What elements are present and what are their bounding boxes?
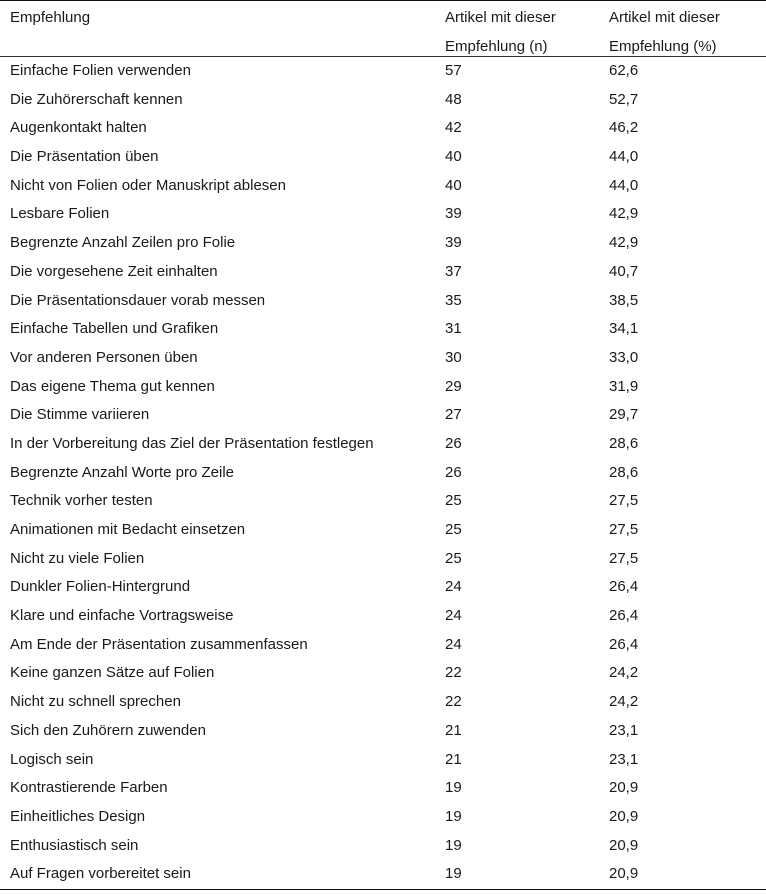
recommendation-cell: Augenkontakt halten	[10, 119, 147, 137]
recommendation-cell: Sich den Zuhörern zuwenden	[10, 721, 206, 739]
count-cell: 29	[445, 377, 462, 395]
percent-cell: 20,9	[609, 779, 639, 797]
count-cell: 22	[445, 664, 462, 682]
recommendation-cell: Einfache Tabellen und Grafiken	[10, 320, 219, 338]
table-row	[0, 344, 766, 373]
percent-cell: 62,6	[609, 62, 639, 79]
count-cell: 19	[445, 807, 462, 825]
header-percent-line2: Empfehlung (%)	[609, 37, 717, 55]
header-recommendation-label: Empfehlung	[10, 9, 91, 26]
percent-cell: 31,9	[609, 377, 639, 395]
count-cell: 24	[445, 635, 462, 653]
recommendation-cell: Logisch sein	[10, 750, 94, 768]
percent-cell: 42,9	[609, 234, 639, 252]
percent-cell: 40,7	[609, 262, 639, 280]
count-cell: 26	[445, 434, 462, 452]
table-row	[0, 803, 766, 832]
percent-cell: 27,5	[609, 492, 639, 510]
table-row	[0, 57, 766, 86]
count-cell: 25	[445, 549, 462, 567]
table-row	[0, 487, 766, 516]
count-cell: 21	[445, 750, 462, 768]
table-row	[0, 86, 766, 115]
count-cell: 42	[445, 119, 462, 137]
percent-cell: 42,9	[609, 205, 639, 223]
header-count-line1: Artikel mit dieser	[445, 9, 556, 26]
count-cell: 25	[445, 521, 462, 538]
percent-cell: 46,2	[609, 119, 639, 137]
header-percent-line1: Artikel mit dieser	[609, 9, 720, 26]
recommendation-cell: Einfache Folien verwenden	[10, 62, 191, 79]
count-cell: 24	[445, 607, 462, 625]
recommendation-cell: Technik vorher testen	[10, 492, 153, 510]
table-row	[0, 631, 766, 660]
count-cell: 19	[445, 836, 462, 854]
table-row	[0, 860, 766, 889]
recommendation-cell: In der Vorbereitung das Ziel der Präsentation festlegen	[10, 434, 374, 452]
table-row	[0, 774, 766, 803]
table-row	[0, 315, 766, 344]
recommendation-cell: Enthusiastisch sein	[10, 836, 139, 854]
count-cell: 39	[445, 234, 462, 252]
table-row	[0, 832, 766, 861]
percent-cell: 23,1	[609, 750, 639, 768]
header-percent	[609, 4, 720, 61]
percent-cell: 24,2	[609, 664, 639, 682]
count-cell: 19	[445, 779, 462, 797]
percent-cell: 29,7	[609, 406, 639, 424]
recommendation-cell: Die vorgesehene Zeit einhalten	[10, 262, 218, 280]
recommendation-cell: Die Zuhörerschaft kennen	[10, 90, 183, 108]
recommendation-cell: Nicht von Folien oder Manuskript ablesen	[10, 176, 286, 194]
count-cell: 30	[445, 348, 462, 366]
count-cell: 35	[445, 291, 462, 309]
recommendation-cell: Keine ganzen Sätze auf Folien	[10, 664, 215, 682]
percent-cell: 20,9	[609, 807, 639, 825]
header-count	[445, 4, 556, 61]
recommendation-cell: Animationen mit Bedacht einsetzen	[10, 521, 246, 538]
table-row	[0, 373, 766, 402]
table-body	[0, 57, 766, 890]
count-cell: 26	[445, 463, 462, 481]
count-cell: 57	[445, 62, 462, 79]
table-row	[0, 746, 766, 775]
table-row	[0, 573, 766, 602]
recommendation-cell: Die Stimme variieren	[10, 406, 150, 424]
header-count-line2: Empfehlung (n)	[445, 37, 548, 55]
percent-cell: 26,4	[609, 578, 639, 596]
percent-cell: 33,0	[609, 348, 639, 366]
percent-cell: 26,4	[609, 607, 639, 625]
count-cell: 39	[445, 205, 462, 223]
percent-cell: 24,2	[609, 693, 639, 711]
recommendation-cell: Begrenzte Anzahl Zeilen pro Folie	[10, 234, 236, 252]
count-cell: 37	[445, 262, 462, 280]
table-row	[0, 717, 766, 746]
recommendation-cell: Lesbare Folien	[10, 205, 110, 223]
percent-cell: 27,5	[609, 549, 639, 567]
table-row	[0, 287, 766, 316]
table-row	[0, 143, 766, 172]
recommendation-cell: Am Ende der Präsentation zusammenfassen	[10, 635, 308, 653]
count-cell: 25	[445, 492, 462, 510]
count-cell: 19	[445, 865, 462, 883]
percent-cell: 44,0	[609, 148, 639, 166]
percent-cell: 52,7	[609, 90, 639, 108]
percent-cell: 23,1	[609, 721, 639, 739]
table-row	[0, 401, 766, 430]
count-cell: 40	[445, 176, 462, 194]
recommendation-cell: Das eigene Thema gut kennen	[10, 377, 215, 395]
table-row	[0, 602, 766, 631]
table-row	[0, 459, 766, 488]
percent-cell: 20,9	[609, 865, 639, 883]
recommendation-cell: Begrenzte Anzahl Worte pro Zeile	[10, 463, 235, 481]
count-cell: 48	[445, 90, 462, 108]
count-cell: 31	[445, 320, 462, 338]
count-cell: 24	[445, 578, 462, 596]
recommendation-cell: Klare und einfache Vortragsweise	[10, 607, 234, 625]
count-cell: 40	[445, 148, 462, 166]
percent-cell: 44,0	[609, 176, 639, 194]
table-row	[0, 114, 766, 143]
recommendation-cell: Nicht zu viele Folien	[10, 549, 145, 567]
table-row	[0, 545, 766, 574]
percent-cell: 20,9	[609, 836, 639, 854]
table-row	[0, 659, 766, 688]
header-recommendation	[10, 4, 90, 33]
recommendation-cell: Dunkler Folien-Hintergrund	[10, 578, 191, 596]
count-cell: 22	[445, 693, 462, 711]
recommendation-cell: Kontrastierende Farben	[10, 779, 168, 797]
percent-cell: 38,5	[609, 291, 639, 309]
table-row	[0, 229, 766, 258]
percent-cell: 27,5	[609, 521, 639, 538]
table-row	[0, 430, 766, 459]
recommendation-cell: Nicht zu schnell sprechen	[10, 693, 181, 711]
recommendation-cell: Vor anderen Personen üben	[10, 348, 198, 366]
percent-cell: 34,1	[609, 320, 639, 338]
table-row	[0, 200, 766, 229]
count-cell: 21	[445, 721, 462, 739]
table-row	[0, 688, 766, 717]
table-row	[0, 258, 766, 287]
table-row	[0, 516, 766, 545]
table-header	[0, 1, 766, 57]
recommendation-cell: Einheitliches Design	[10, 807, 146, 825]
percent-cell: 28,6	[609, 463, 639, 481]
percent-cell: 26,4	[609, 635, 639, 653]
count-cell: 27	[445, 406, 462, 424]
percent-cell: 28,6	[609, 434, 639, 452]
recommendation-cell: Die Präsentation üben	[10, 148, 159, 166]
recommendation-cell: Auf Fragen vorbereitet sein	[10, 865, 191, 883]
recommendation-cell: Die Präsentationsdauer vorab messen	[10, 291, 266, 309]
table-row	[0, 172, 766, 201]
